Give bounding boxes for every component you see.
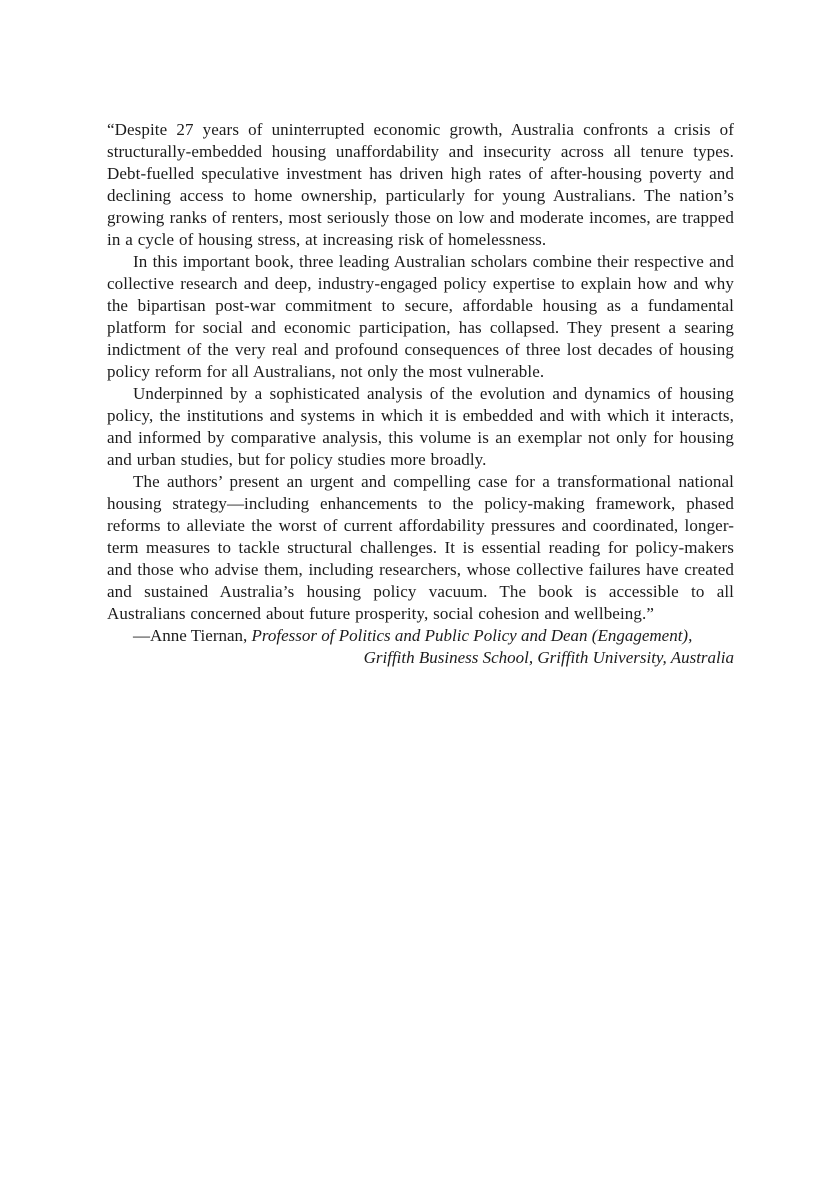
endorsement-paragraph-1: “Despite 27 years of uninterrupted economic growth, Australia confronts a crisis of structurally-embedded housing unaffordability and insecurity across all tenure types. Debt-fuelled speculative investment has driven high rates of after-housing poverty and declining access to home ownership, particularly for young Australians. The nation’s growing ranks of renters, most seriously those on low and moderate incomes, are trapped in a cycle of housing stress, at increasing risk of homelessness.	[107, 120, 734, 249]
attribution-author-name: —Anne Tiernan,	[133, 626, 248, 645]
attribution-line-1	[107, 625, 734, 647]
endorsement-paragraph-4: The authors’ present an urgent and compelling case for a transformational national housing strategy—including enhancements to the policy-making framework, phased reforms to alleviate the worst of current affordability pressures and coordinated, longer-term measures to tackle structural challenges. It is essential reading for policy-makers and those who advise them, including researchers, whose collective failures have created and sustained Australia’s housing policy vacuum. The book is accessible to all Australians concerned about future prosperity, social cohesion and wellbeing.”	[107, 472, 734, 623]
endorsement-paragraph-3: Underpinned by a sophisticated analysis of the evolution and dynamics of housing policy, the institutions and systems in which it is embedded and with which it interacts, and informed by comparative analysis, this volume is an exemplar not only for housing and urban studies, but for policy studies more broadly.	[107, 384, 734, 469]
attribution	[107, 625, 734, 669]
attribution-line-2	[107, 647, 734, 669]
endorsement-text-block	[107, 119, 734, 669]
attribution-author-affiliation: Griffith Business School, Griffith University, Australia	[363, 648, 734, 667]
endorsement-paragraph-2: In this important book, three leading Australian scholars combine their respective and collective research and deep, industry-engaged policy expertise to explain how and why the bipartisan post-war commitment to secure, affordable housing as a fundamental platform for social and economic participation, has collapsed. They present a searing indictment of the very real and profound consequences of three lost decades of housing policy reform for all Australians, not only the most vulnerable.	[107, 252, 734, 381]
attribution-author-role: Professor of Politics and Public Policy and Dean (Engagement),	[247, 626, 693, 645]
